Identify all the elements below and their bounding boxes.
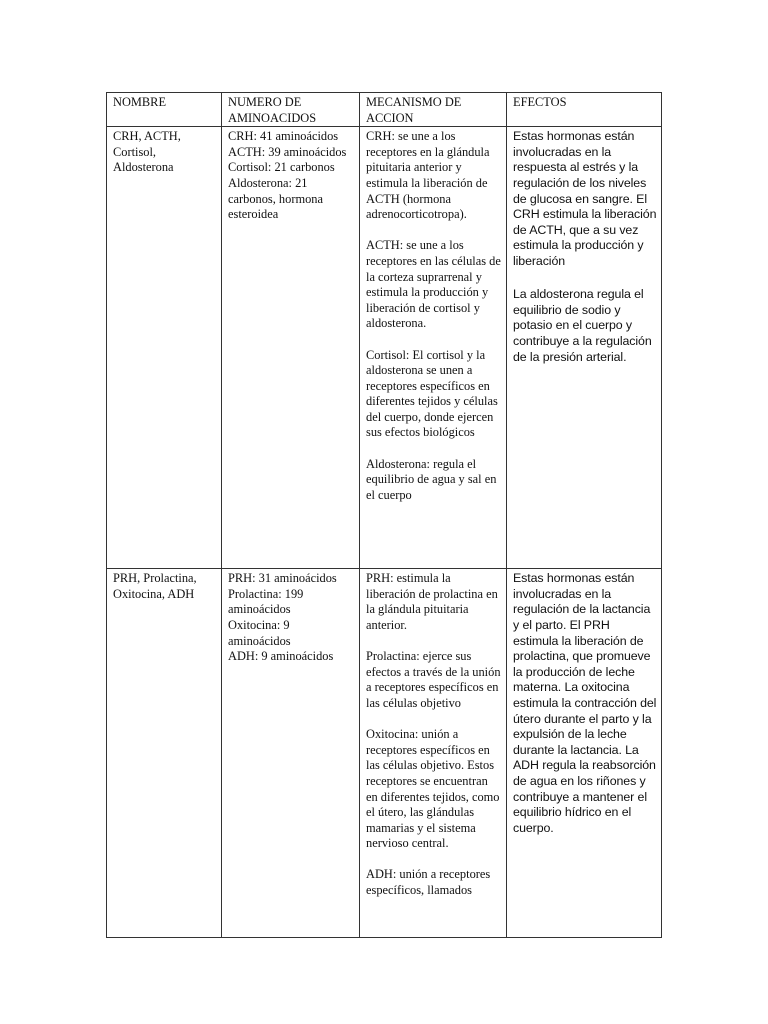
header-mecanismo-line1: MECANISMO DE — [366, 95, 462, 109]
header-efectos — [507, 93, 662, 127]
aminoacidos-line: ACTH: 39 aminoácidos — [228, 144, 347, 159]
mecanismo-paragraph: ACTH: se une a los receptores en las células de la corteza suprarrenal y estimula la producción y liberación de cortisol y aldosterona. — [366, 238, 501, 331]
header-nombre — [107, 93, 222, 127]
mecanismo-paragraph: PRH: estimula la liberación de prolactina en la glándula pituitaria anterior. — [366, 571, 498, 632]
header-numero-aminoacidos — [222, 93, 360, 127]
aminoacidos-line: CRH: 41 aminoácidos — [228, 129, 339, 144]
mecanismo-paragraph: CRH: se une a los receptores en la glándula pituitaria anterior y estimula la liberación de ACTH (hormona adrenocorticotropa). — [366, 129, 490, 222]
cell-nombre — [107, 569, 222, 938]
aminoacidos-line: ADH: 9 aminoácidos — [228, 649, 334, 664]
mecanismo-paragraph: ADH: unión a receptores específicos, llamados — [366, 867, 491, 898]
efectos-paragraph: Estas hormonas están involucradas en la respuesta al estrés y la regulación de los niveles de glucosa en sangre. El CRH estimula la liberación de ACTH, que a su vez estimula la producción y liberación — [513, 129, 657, 268]
hormone-table — [106, 92, 662, 938]
mecanismo-paragraph: Oxitocina: unión a receptores específicos en las células objetivo. Estos receptores se encuentran en diferentes tejidos, como el útero, las glándulas mamarias y el sistema nervioso central. — [366, 727, 500, 851]
header-mecanismo-line2: ACCION — [366, 110, 414, 125]
nombre-text: CRH, ACTH, Cortisol, Aldosterona — [113, 129, 181, 175]
mecanismo-paragraph: Aldosterona: regula el equilibrio de agua y sal en el cuerpo — [366, 456, 497, 502]
efectos-paragraph: Estas hormonas están involucradas en la regulación de la lactancia y el parto. El PRH estimula la liberación de prolactina, que promueve la producción de leche materna. La oxitocina estimula la contracción del útero durante el parto y la expulsión de la leche durante la lactancia. La ADH regula la reabsorción de agua en los riñones y contribuye a mantener el equilibrio hídrico en el cuerpo. — [513, 571, 657, 835]
nombre-text: PRH, Prolactina, Oxitocina, ADH — [113, 571, 197, 601]
aminoacidos-line: Oxitocina: 9 aminoácidos — [228, 617, 291, 648]
cell-mecanismo — [360, 127, 507, 569]
header-numero-line1: NUMERO DE — [228, 95, 302, 109]
header-nombre-text: NOMBRE — [113, 95, 167, 109]
cell-efectos — [507, 127, 662, 569]
header-numero-line2: AMINOACIDOS — [228, 110, 317, 125]
mecanismo-paragraph: Cortisol: El cortisol y la aldosterona se unen a receptores específicos en diferentes tejidos y células del cuerpo, donde ejercen sus efectos biológicos — [366, 347, 498, 440]
table-header-row — [107, 93, 662, 127]
aminoacidos-line: Cortisol: 21 carbonos — [228, 160, 335, 175]
efectos-paragraph: La aldosterona regula el equilibrio de sodio y potasio en el cuerpo y contribuye a la regulación de la presión arterial. — [513, 287, 652, 364]
mecanismo-paragraph: Prolactina: ejerce sus efectos a través de la unión a receptores específicos en las células objetivo — [366, 649, 501, 710]
cell-nombre — [107, 127, 222, 569]
aminoacidos-line: Prolactina: 199 aminoácidos — [228, 586, 304, 617]
table-row — [107, 569, 662, 938]
cell-mecanismo — [360, 569, 507, 938]
aminoacidos-line: Aldosterona: 21 carbonos, hormona esteroidea — [228, 175, 323, 222]
cell-aminoacidos — [222, 569, 360, 938]
header-efectos-text: EFECTOS — [513, 95, 567, 109]
header-mecanismo — [360, 93, 507, 127]
table-row — [107, 127, 662, 569]
aminoacidos-line: PRH: 31 aminoácidos — [228, 571, 337, 586]
cell-aminoacidos — [222, 127, 360, 569]
cell-efectos — [507, 569, 662, 938]
